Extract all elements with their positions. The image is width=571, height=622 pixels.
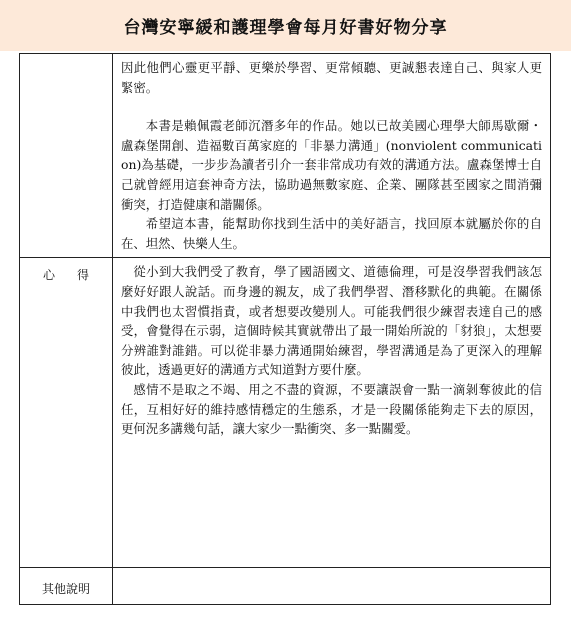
intro-paragraph-1: 因此他們心靈更平靜、更樂於學習、更常傾聽、更誠懇表達自己、與家人更緊密。: [121, 60, 542, 95]
table-row-notes: [20, 568, 551, 605]
sharing-table: [19, 53, 551, 605]
intro-content-cell: [113, 54, 551, 258]
page-title: 台灣安寧緩和護理學會每月好書好物分享: [123, 18, 448, 38]
reflection-paragraph-2: 感情不是取之不竭、用之不盡的資源，不要讓誤會一點一滴剝奪彼此的信任，互相好好的維持感情穩定的生態系，才是一段關係能夠走下去的原因，更何況多講幾句話，讓大家少一點衝突、多一點關愛。: [121, 381, 542, 437]
intro-paragraph-3: 希望這本書，能幫助你找到生活中的美好語言，找回原本就屬於你的自在、坦然、快樂人生。: [121, 216, 542, 251]
row-label-intro: [20, 54, 113, 258]
page-header: [0, 0, 571, 51]
reflection-paragraph-1: 從小到大我們受了教育，學了國語國文、道德倫理，可是沒學習我們該怎麼好好跟人說話。而身邊的親友，成了我們學習、潛移默化的典範。在關係中我們也太習慣指責，或者想要改變別人。可能我們很少練習表達自己的感受，會覺得在示弱，這個時候其實就帶出了最一開始所說的「豺狼」，太想要分辨誰對誰錯。可以從非暴力溝通開始練習，學習溝通是為了更深入的理解彼此，透過更好的溝通方式知道對方要什麼。: [121, 264, 542, 378]
row-label-reflection: 心得: [20, 258, 113, 568]
table-row-intro: [20, 54, 551, 258]
reflection-content-cell: [113, 258, 551, 568]
intro-paragraph-2: 本書是賴佩霞老師沉潛多年的作品。她以已故美國心理學大師馬歇爾・盧森堡開創、造福數百萬家庭的「非暴力溝通」(nonviolent communication)為基礎，一步步為讀者引介一套非常成功有效的溝通方法。盧森堡博士自己就曾經用這套神奇方法，協助過無數家庭、企業、團隊甚至國家之間消彌衝突，打造健康和諧關係。: [121, 118, 542, 212]
notes-content-cell: [113, 568, 551, 605]
row-label-notes: 其他說明: [20, 568, 113, 605]
table-row-reflection: [20, 258, 551, 568]
